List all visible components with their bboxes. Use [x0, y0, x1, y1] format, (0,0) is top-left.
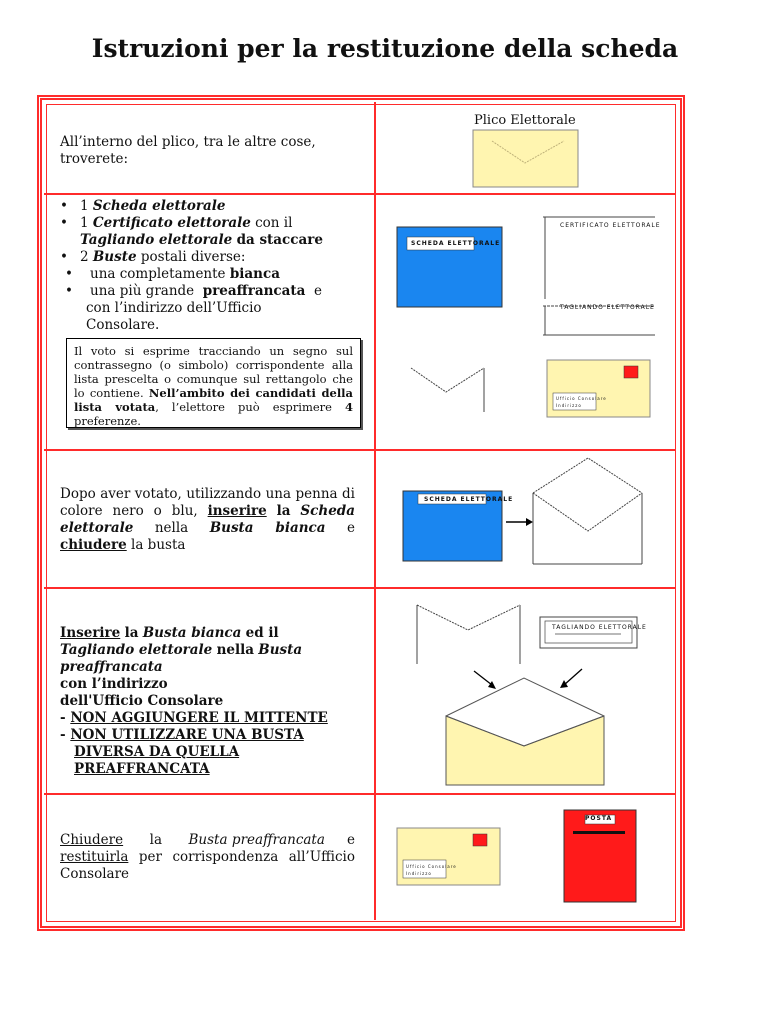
- mailbox-icon: [563, 809, 638, 903]
- white-envelope-icon: [408, 360, 490, 416]
- list-item: • 1 Scheda elettorale: [60, 198, 360, 215]
- voting-note-box: Il voto si esprime tracciando un segno sul contrassegno (o simbolo) corrispondente alla lista prescelta o comunque sul rettangolo che lo contiene. Nell’ambito dei candidati della lista votata, l’elettore può esprimere 4 preferenze.: [66, 338, 361, 428]
- preaffrancata-envelope-icon: [396, 827, 502, 887]
- white-envelope-icon: [414, 600, 524, 666]
- page-title: Istruzioni per la restituzione della scheda: [91, 34, 679, 63]
- preaffrancata-envelope-icon: [546, 359, 652, 419]
- row1-text: [60, 134, 360, 168]
- row4-text: Inserire la Busta bianca ed il Tagliando elettorale nella Busta preaffrancata con l’indirizzo dell'Ufficio Consolare - NON AGGIUNGERE IL MITTENTE - NON UTILIZZARE UNA BUSTA DIVERSA DA QUELLA PREAFFRANCATA: [60, 625, 328, 777]
- row1-line1: All’interno del plico, tra le altre cose,: [60, 134, 316, 150]
- ballot-icon: [396, 226, 504, 308]
- row-divider: [44, 193, 676, 195]
- tagliando-label: TAGLIANDO ELETTORALE: [560, 304, 655, 311]
- list-item: • 1 Certificato elettorale con il Tagliando elettorale da staccare: [60, 215, 360, 249]
- posta-label: POSTA: [585, 815, 613, 822]
- sub-list-item: • una completamente bianca: [60, 266, 360, 283]
- white-envelope-open-icon: [530, 453, 646, 566]
- sub-list-item: • una più grande preaffrancata e: [60, 283, 360, 300]
- tagliando-icon: [539, 616, 639, 650]
- row-divider: [44, 449, 676, 451]
- address-line: Indirizzo: [556, 403, 582, 408]
- row3-text: Dopo aver votato, utilizzando una penna di colore nero o blu, inserire la Scheda elettorale nella Busta bianca e chiudere la busta: [60, 486, 355, 553]
- row-divider: [44, 587, 676, 589]
- address-line: Indirizzo: [406, 871, 432, 876]
- plico-envelope-icon: [472, 129, 580, 189]
- list-item: • 2 Buste postali diverse: • una completamente bianca • una più grande preaffrancata e con l’indirizzo dell’Ufficio Consolare.: [60, 249, 360, 334]
- preaffrancata-envelope-open-icon: [444, 676, 606, 787]
- note-text: Il voto si esprime tracciando un segno sul contrassegno (o simbolo) corrispondente alla lista prescelta o comunque sul rettangolo che lo contiene.: [74, 344, 353, 400]
- certificate-icon: [543, 215, 656, 337]
- tagliando-label: TAGLIANDO ELETTORALE: [552, 624, 647, 631]
- address-line: Ufficio Consolare: [406, 864, 457, 869]
- ballot-label: SCHEDA ELETTORALE: [424, 496, 514, 503]
- plico-label: Plico Elettorale: [474, 113, 576, 128]
- row1-line2: troverete:: [60, 151, 129, 167]
- address-line: Ufficio Consolare: [556, 396, 607, 401]
- row2-list: [60, 198, 360, 334]
- note-bold: Nell’ambito dei candidati della lista votata: [74, 386, 354, 414]
- row-divider: [44, 793, 676, 795]
- row5-text: Chiudere la Busta preaffrancata e restituirla per corrispondenza all’Ufficio Consolare: [60, 832, 355, 882]
- column-divider: [374, 102, 376, 920]
- ballot-label: SCHEDA ELETTORALE: [411, 240, 501, 247]
- certificate-label: CERTIFICATO ELETTORALE: [560, 222, 661, 229]
